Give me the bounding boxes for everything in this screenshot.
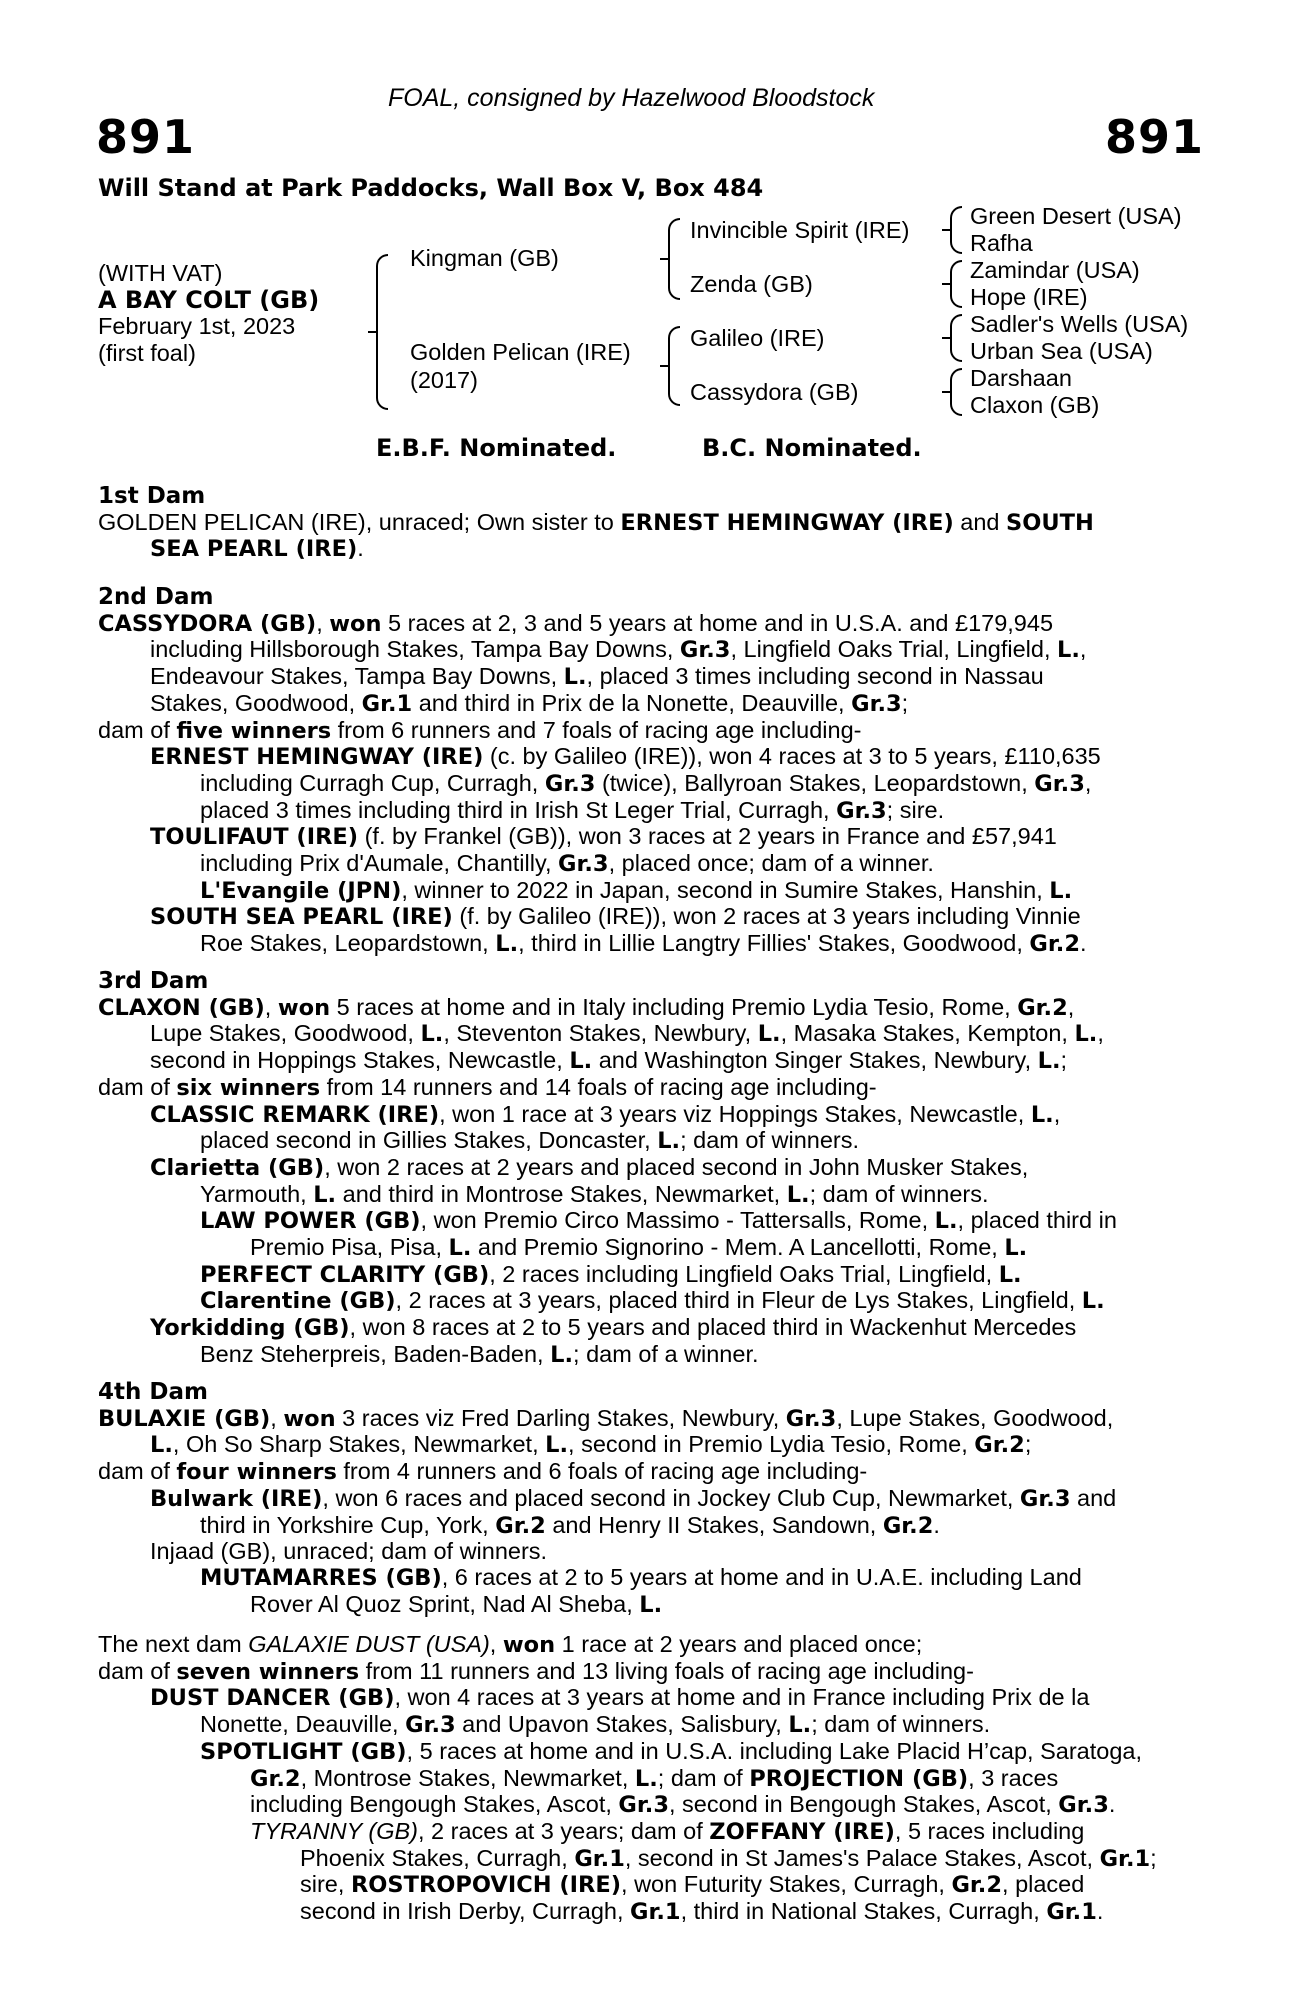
sire-dam: Zenda (GB) <box>690 271 813 297</box>
produce-tyranny: TYRANNY (GB), 2 races at 3 years; dam of ZOFFANY (IRE), 5 races including <box>250 1817 1085 1845</box>
dam-name: Golden Pelican (IRE) <box>410 339 631 365</box>
sire-name: Kingman (GB) <box>410 245 559 271</box>
first-dam-line-1: GOLDEN PELICAN (IRE), unraced; Own sister to ERNEST HEMINGWAY (IRE) and SOUTH <box>98 508 1094 536</box>
horse-identity <box>98 260 319 366</box>
grandparent-2: Rafha <box>970 230 1033 256</box>
brace-g1 <box>950 206 962 254</box>
grandparent-7: Darshaan <box>970 365 1072 391</box>
vat-note: (WITH VAT) <box>98 260 223 286</box>
brace-g3 <box>950 314 962 362</box>
third-dam-main: CLAXON (GB), won 5 races at home and in Italy including Premio Lydia Tesio, Rome, Gr.2, <box>98 993 1075 1021</box>
ebf-nomination: E.B.F. Nominated. <box>376 434 617 462</box>
first-dam-line-2: SEA PEARL (IRE). <box>150 535 364 563</box>
stand-location: Will Stand at Park Paddocks, Wall Box V, Box 484 <box>98 174 764 202</box>
brace-parents <box>376 254 388 410</box>
next-dam-section: The next dam GALAXIE DUST (USA), won 1 race at 2 years and placed once; dam of seven winners from 11 runners and 13 living foals of racing age including- DUST DANCER (GB), won 4 races at 3 years at home and in France including Prix de la Nonette, Deauville, Gr.3 and Upavon Stakes, Salisbury, L.; dam of winners. SPOTLIGHT (GB), 5 races at home and in U.S.A. including Lake Placid H’cap, Saratoga, Gr.2, Montrose Stakes, Newmarket, L.; dam of PROJECTION (GB), 3 races including Bengough Stakes, Ascot, Gr.3, second in Bengough Stakes, Ascot, Gr.3. TYRANNY (GB), 2 races at 3 years; dam of ZOFFANY (IRE), 5 races including Phoenix Stakes, Curragh, Gr.1, second in St James's Palace Stakes, Ascot, Gr.1; sire, ROSTROPOVICH (IRE), won Futurity Stakes, Curragh, Gr.2, placed second in Irish Derby, Curragh, Gr.1, third in National Stakes, Curragh, Gr.1. <box>98 1632 1206 1926</box>
fourth-dam-section: 4th Dam BULAXIE (GB), won 3 races viz Fred Darling Stakes, Newbury, Gr.3, Lupe Stakes, Goodwood, L., Oh So Sharp Stakes, Newmarket, L., second in Premio Lydia Tesio, Rome, Gr.2; dam of four winners from 4 runners and 6 foals of racing age including- Bulwark (IRE), won 6 races and placed second in Jockey Club Cup, Newmarket, Gr.3 and third in Yorkshire Cup, York, Gr.2 and Henry II Stakes, Sandown, Gr.2. Injaad (GB), unraced; dam of winners. MUTAMARRES (GB), 6 races at 2 to 5 years at home and in U.A.E. including Land Rover Al Quoz Sprint, Nad Al Sheba, L. <box>98 1380 1206 1618</box>
brace-g4 <box>950 368 962 416</box>
brace-dam-line <box>668 326 680 406</box>
second-dam-main: CASSYDORA (GB), won 5 races at 2, 3 and 5 years at home and in U.S.A. and £179,945 <box>98 609 1054 637</box>
second-dam-heading: 2nd Dam <box>98 584 214 610</box>
third-dam-produce-summary: dam of six winners from 14 runners and 14 foals of racing age including- <box>98 1073 877 1101</box>
grandparent-8: Claxon (GB) <box>970 392 1100 418</box>
fourth-dam-heading: 4th Dam <box>98 1379 208 1405</box>
produce-clarentine: Clarentine (GB), 2 races at 3 years, placed third in Fleur de Lys Stakes, Lingfield, L. <box>200 1287 1105 1315</box>
produce-toulifaut: TOULIFAUT (IRE) (f. by Frankel (GB)), won 3 races at 2 years in France and £57,941 <box>150 823 1057 851</box>
produce-ernest-hemingway: ERNEST HEMINGWAY (IRE) (c. by Galileo (IRE)), won 4 races at 3 to 5 years, £110,635 <box>150 743 1101 771</box>
produce-classic-remark: CLASSIC REMARK (IRE), won 1 race at 3 years viz Hoppings Stakes, Newcastle, L., <box>150 1100 1061 1128</box>
dam-dam: Cassydora (GB) <box>690 379 859 405</box>
fourth-dam-produce-summary: dam of four winners from 4 runners and 6 foals of racing age including- <box>98 1458 868 1486</box>
fourth-dam-main: BULAXIE (GB), won 3 races viz Fred Darling Stakes, Newbury, Gr.3, Lupe Stakes, Goodwood, <box>98 1404 1114 1432</box>
lot-number-left: 891 <box>96 110 196 164</box>
produce-clarietta: Clarietta (GB), won 2 races at 2 years and placed second in John Musker Stakes, <box>150 1153 1029 1181</box>
brace-g2 <box>950 260 962 308</box>
brace-sire-line <box>668 218 680 300</box>
produce-bulwark: Bulwark (IRE), won 6 races and placed second in Jockey Club Cup, Newmarket, Gr.3 and <box>150 1484 1117 1512</box>
produce-mutamarres: MUTAMARRES (GB), 6 races at 2 to 5 years at home and in U.A.E. including Land <box>200 1563 1082 1591</box>
horse-name: A BAY COLT (GB) <box>98 285 320 314</box>
foal-note: (first foal) <box>98 339 196 366</box>
dam-sire: Galileo (IRE) <box>690 325 825 351</box>
produce-law-power: LAW POWER (GB), won Premio Circo Massimo - Tattersalls, Rome, L., placed third in <box>200 1207 1117 1235</box>
grandparent-6: Urban Sea (USA) <box>970 338 1153 364</box>
produce-spotlight: SPOTLIGHT (GB), 5 races at home and in U.S.A. including Lake Placid H’cap, Saratoga, <box>200 1737 1142 1765</box>
produce-dust-dancer: DUST DANCER (GB), won 4 races at 3 years at home and in France including Prix de la <box>150 1684 1090 1712</box>
third-dam-section: 3rd Dam CLAXON (GB), won 5 races at home and in Italy including Premio Lydia Tesio, Rome, Gr.2, Lupe Stakes, Goodwood, L., Steventon Stakes, Newbury, L., Masaka Stakes, Kempton, L., second in Hoppings Stakes, Newcastle, L. and Washington Singer Stakes, Newbury, L.; dam of six winners from 14 runners and 14 foals of racing age including- CLASSIC REMARK (IRE), won 1 race at 3 years viz Hoppings Stakes, Newcastle, L., placed second in Gillies Stakes, Doncaster, L.; dam of winners. Clarietta (GB), won 2 races at 2 years and placed second in John Musker Stakes, Yarmouth, L. and third in Montrose Stakes, Newmarket, L.; dam of winners. LAW POWER (GB), won Premio Circo Massimo - Tattersalls, Rome, L., placed third in Premio Pisa, Pisa, L. and Premio Signorino - Mem. A Lancellotti, Rome, L. PERFECT CLARITY (GB), 2 races including Lingfield Oaks Trial, Lingfield, L. Clarentine (GB), 2 races at 3 years, placed third in Fleur de Lys Stakes, Lingfield, L. Yorkidding (GB), won 8 races at 2 to 5 years and placed third in Wackenhut Mercedes Benz Steherpreis, Baden-Baden, L.; dam of a winner. <box>98 969 1206 1369</box>
bc-nomination: B.C. Nominated. <box>702 434 922 462</box>
first-dam-heading: 1st Dam <box>98 483 206 509</box>
produce-south-sea-pearl: SOUTH SEA PEARL (IRE) (f. by Galileo (IRE)), won 2 races at 3 years including Vinnie <box>150 903 1081 931</box>
dam-foaled-year: (2017) <box>410 367 478 393</box>
lot-number-right: 891 <box>1104 110 1204 164</box>
grandparent-5: Sadler's Wells (USA) <box>970 311 1189 337</box>
produce-levangile: L'Evangile (JPN), winner to 2022 in Japan, second in Sumire Stakes, Hanshin, L. <box>200 876 1073 904</box>
sire-sire: Invincible Spirit (IRE) <box>690 217 910 243</box>
produce-yorkidding: Yorkidding (GB), won 8 races at 2 to 5 years and placed third in Wackenhut Mercedes <box>150 1314 1077 1342</box>
consignor-line: FOAL, consigned by Hazelwood Bloodstock <box>388 84 875 112</box>
produce-perfect-clarity: PERFECT CLARITY (GB), 2 races including Lingfield Oaks Trial, Lingfield, L. <box>200 1260 1022 1288</box>
date-of-birth: February 1st, 2023 <box>98 313 296 339</box>
grandparent-4: Hope (IRE) <box>970 284 1088 310</box>
first-dam-section <box>98 484 1206 563</box>
third-dam-heading: 3rd Dam <box>98 968 209 994</box>
produce-injaad: Injaad (GB), unraced; dam of winners. <box>150 1538 548 1565</box>
second-dam-section: 2nd Dam CASSYDORA (GB), won 5 races at 2, 3 and 5 years at home and in U.S.A. and £179,945 including Hillsborough Stakes, Tampa Bay Downs, Gr.3, Lingfield Oaks Trial, Lingfield, L., Endeavour Stakes, Tampa Bay Downs, L., placed 3 times including second in Nassau Stakes, Goodwood, Gr.1 and third in Prix de la Nonette, Deauville, Gr.3; dam of five winners from 6 runners and 7 foals of racing age including- ERNEST HEMINGWAY (IRE) (c. by Galileo (IRE)), won 4 races at 3 to 5 years, £110,635 including Curragh Cup, Curragh, Gr.3 (twice), Ballyroan Stakes, Leopardstown, Gr.3, placed 3 times including third in Irish St Leger Trial, Curragh, Gr.3; sire. TOULIFAUT (IRE) (f. by Frankel (GB)), won 3 races at 2 years in France and £57,941 including Prix d'Aumale, Chantilly, Gr.3, placed once; dam of a winner. L'Evangile (JPN), winner to 2022 in Japan, second in Sumire Stakes, Hanshin, L. SOUTH SEA PEARL (IRE) (f. by Galileo (IRE)), won 2 races at 3 years including Vinnie Roe Stakes, Leopardstown, L., third in Lillie Langtry Fillies' Stakes, Goodwood, Gr.2. <box>98 585 1206 958</box>
next-dam-produce-summary: dam of seven winners from 11 runners and 13 living foals of racing age including- <box>98 1657 974 1685</box>
grandparent-3: Zamindar (USA) <box>970 257 1140 283</box>
next-dam-main: The next dam GALAXIE DUST (USA), won 1 race at 2 years and placed once; <box>98 1631 923 1658</box>
second-dam-produce-summary: dam of five winners from 6 runners and 7 foals of racing age including- <box>98 716 862 744</box>
grandparent-1: Green Desert (USA) <box>970 203 1182 229</box>
